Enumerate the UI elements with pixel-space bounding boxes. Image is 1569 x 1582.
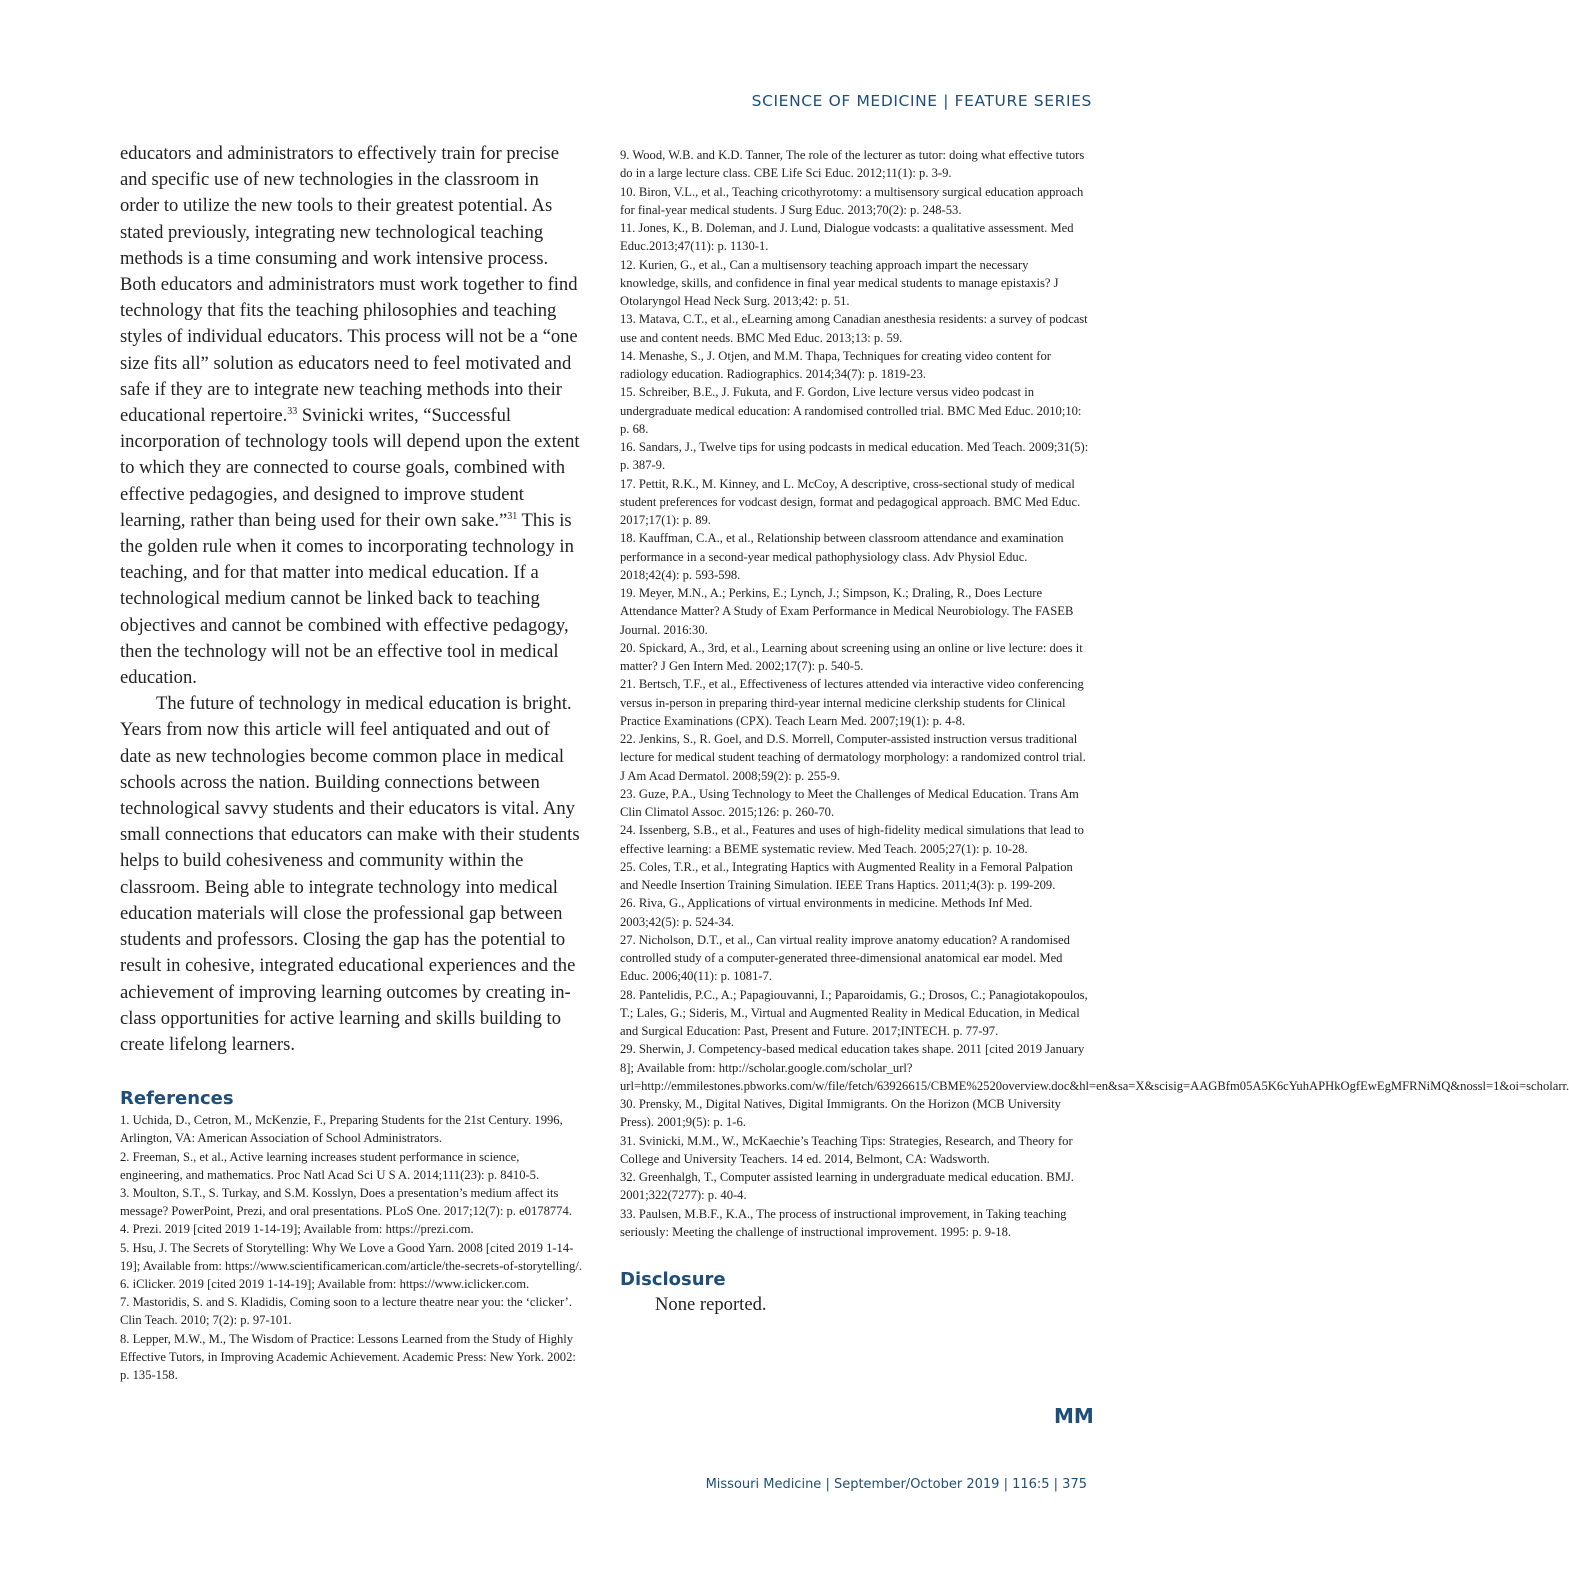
reference-item: 15. Schreiber, B.E., J. Fukuta, and F. Gordon, Live lecture versus video podcast in undergraduate medical education: A randomised controlled trial. BMC Med Educ. 2010;10: p. 68. [620,385,1082,436]
reference-item: 30. Prensky, M., Digital Natives, Digital Immigrants. On the Horizon (MCB University Press). 2001;9(5): p. 1-6. [620,1097,1061,1130]
reference-item: 6. iClicker. 2019 [cited 2019 1-14-19]; Available from: https://www.iclicker.com. [120,1276,530,1291]
reference-item: 17. Pettit, R.K., M. Kinney, and L. McCoy, A descriptive, cross-sectional study of medical student preferences for vodcast design, format and pedagogical approach. BMC Med Educ. 2017;17(1): p. 89. [620,476,1081,527]
disclosure-text: None reported. [655,1294,767,1315]
body-paragraph [120,141,582,691]
body-text: This is the golden rule when it comes to incorporating technology in teaching, and for that matter into medical education. If a technological medium cannot be linked back to teaching objectives and cannot be combined with effective pedagogy, then the technology will not be an effective tool in medical education. [120,509,574,689]
reference-item: 19. Meyer, M.N., A.; Perkins, E.; Lynch, J.; Simpson, K.; Draling, R., Does Lecture Attendance Matter? A Study of Exam Performance in Medical Neurobiology. The FASEB Journal. 2016:30. [620,586,1074,637]
reference-item: 1. Uchida, D., Cetron, M., McKenzie, F., Preparing Students for the 21st Century. 1996, Arlington, VA: American Association of School Administrators. [120,1113,563,1146]
body-text: educators and administrators to effectively train for precise and specific use of new technologies in the classroom in order to utilize the new tools to their greatest potential. As stated previously, integrating new technological teaching methods is a time consuming and work intensive process. Both educators and administrators must work together to find technology that fits the teaching philosophies and teaching styles of individual educators. This process will not be a “one size fits all” solution as educators need to feel motivated and safe if they are to integrate new teaching methods into their educational repertoire. [120,143,578,427]
reference-item: 26. Riva, G., Applications of virtual environments in medicine. Methods Inf Med. 2003;42(5): p. 524-34. [620,896,1033,929]
reference-item: 20. Spickard, A., 3rd, et al., Learning about screening using an online or live lecture: does it matter? J Gen Intern Med. 2002;17(7): p. 540-5. [620,640,1083,673]
reference-item: 4. Prezi. 2019 [cited 2019 1-14-19]; Available from: https://prezi.com. [120,1222,474,1237]
reference-item: 7. Mastoridis, S. and S. Kladidis, Coming soon to a lecture theatre near you: the ‘clicker’. Clin Teach. 2010; 7(2): p. 97-101. [120,1295,572,1328]
section-header: SCIENCE OF MEDICINE | FEATURE SERIES [751,92,1092,110]
right-column [620,144,1569,1316]
citation-superscript: 31 [507,510,518,522]
reference-item: 3. Moulton, S.T., S. Turkay, and S.M. Kosslyn, Does a presentation’s medium affect its message? PowerPoint, Prezi, and oral presentations. PLoS One. 2017;12(7): p. e0178774. [120,1185,572,1219]
reference-item: 33. Paulsen, M.B.F., K.A., The process of instructional improvement, in Taking teaching seriously: Meeting the challenge of instructional improvement. 1995: p. 9-18. [620,1206,1067,1239]
references-list-left [120,1111,582,1384]
reference-item: 25. Coles, T.R., et al., Integrating Haptics with Augmented Reality in a Femoral Palpation and Needle Insertion Training Simulation. IEEE Trans Haptics. 2011;4(3): p. 199-209. [620,859,1073,892]
citation-superscript: 33 [287,406,298,418]
reference-item: 13. Matava, C.T., et al., eLearning among Canadian anesthesia residents: a survey of podcast use and content needs. BMC Med Educ. 2013;13: p. 59. [620,312,1088,345]
references-heading: References [120,1088,234,1110]
mm-logo: MM [1054,1404,1094,1428]
reference-item: 14. Menashe, S., J. Otjen, and M.M. Thapa, Techniques for creating video content for radiology education. Radiographics. 2014;34(7): p. 1819-23. [620,348,1051,381]
disclosure-heading: Disclosure [620,1269,726,1290]
reference-item: 18. Kauffman, C.A., et al., Relationship between classroom attendance and examination performance in a second-year medical pathophysiology class. Adv Physiol Educ. 2018;42(4): p. 593-598. [620,531,1064,582]
reference-item: 21. Bertsch, T.F., et al., Effectiveness of lectures attended via interactive video conferencing versus in-person in preparing third-year internal medicine clerkship students for Clinical Practice Examinations (CPX). Teach Learn Med. 2007;19(1): p. 4-8. [620,677,1084,728]
reference-item: 29. Sherwin, J. Competency-based medical education takes shape. 2011 [cited 2019 January 8]; Available from: http://scholar.google.com/scholar_url?url=http://emmilestones.pbworks.com/w/file/fetch/63926615/CBME%2520overview.doc&hl=en&sa=X&scisig=AAGBfm05A5K6cYuhAPHkOgfEwEgMFRNiMQ&nossl=1&oi=scholarr. [620,1042,1569,1093]
references-list-right [620,146,1569,1241]
reference-item: 31. Svinicki, M.M., W., McKaechie’s Teaching Tips: Strategies, Research, and Theory for College and University Teachers. 14 ed. 2014, Belmont, CA: Wadsworth. [620,1133,1073,1166]
page-footer: Missouri Medicine | September/October 2019 | 116:5 | 375 [705,1477,1087,1492]
reference-item: 23. Guze, P.A., Using Technology to Meet the Challenges of Medical Education. Trans Am Clin Climatol Assoc. 2015;126: p. 260-70. [620,786,1079,819]
reference-item: 11. Jones, K., B. Doleman, and J. Lund, Dialogue vodcasts: a qualitative assessment. Med Educ.2013;47(11): p. 1130-1. [620,221,1074,254]
reference-item: 10. Biron, V.L., et al., Teaching cricothyrotomy: a multisensory surgical education approach for final-year medical students. J Surg Educ. 2013;70(2): p. 248-53. [620,184,1084,217]
body-paragraph: The future of technology in medical education is bright. Years from now this article will feel antiquated and out of date as new technologies become common place in medical schools across the nation. Building connections between technological savvy students and their educators is vital. Any small connections that educators can make with their students helps to build cohesiveness and community within the classroom. Being able to integrate technology into medical education materials will close the professional gap between students and professors. Closing the gap has the potential to result in cohesive, integrated educational experiences and the achievement of improving learning outcomes by creating in-class opportunities for active learning and skills building to create lifelong learners. [120,693,580,1055]
reference-item: 8. Lepper, M.W., M., The Wisdom of Practice: Lessons Learned from the Study of Highly Effective Tutors, in Improving Academic Achievement. Academic Press: New York. 2002: p. 135-158. [120,1331,576,1382]
body-text: Svinicki writes, “Successful incorporation of technology tools will depend upon the extent to which they are connected to course goals, combined with effective pedagogies, and designed to improve student learning, rather than being used for their own sake.” [120,405,580,531]
reference-item: 24. Issenberg, S.B., et al., Features and uses of high-fidelity medical simulations that lead to effective learning: a BEME systematic review. Med Teach. 2005;27(1): p. 10-28. [620,823,1084,856]
reference-item: 32. Greenhalgh, T., Computer assisted learning in undergraduate medical education. BMJ. 2001;322(7277): p. 40-4. [620,1170,1074,1203]
reference-item: 22. Jenkins, S., R. Goel, and D.S. Morrell, Computer-assisted instruction versus traditional lecture for medical student teaching of dermatology morphology: a randomized control trial. J Am Acad Dermatol. 2008;59(2): p. 255-9. [620,732,1086,783]
reference-item: 16. Sandars, J., Twelve tips for using podcasts in medical education. Med Teach. 2009;31(5): p. 387-9. [620,440,1089,473]
reference-item: 27. Nicholson, D.T., et al., Can virtual reality improve anatomy education? A randomised controlled study of a computer-generated three-dimensional anatomical ear model. Med Educ. 2006;40(11): p. 1081-7. [620,932,1070,984]
left-column [120,141,582,1384]
reference-item: 28. Pantelidis, P.C., A.; Papagiouvanni, I.; Paparoidamis, G.; Drosos, C.; Panagiotakopoulos, T.; Lales, G.; Sideris, M., Virtual and Augmented Reality in Medical Education, in Medical and Surgical Education: Past, Present and Future. 2017;INTECH. p. 77-97. [620,987,1088,1038]
reference-item: 12. Kurien, G., et al., Can a multisensory teaching approach impart the necessary knowledge, skills, and confidence in final year medical students to manage epistaxis? J Otolaryngol Head Neck Surg. 2013;42: p. 51. [620,257,1059,308]
reference-item: 2. Freeman, S., et al., Active learning increases student performance in science, engineering, and mathematics. Proc Natl Acad Sci U S A. 2014;111(23): p. 8410-5. [120,1149,540,1182]
reference-item: 9. Wood, W.B. and K.D. Tanner, The role of the lecturer as tutor: doing what effective tutors do in a large lecture class. CBE Life Sci Educ. 2012;11(1): p. 3-9. [620,148,1085,181]
reference-item: 5. Hsu, J. The Secrets of Storytelling: Why We Love a Good Yarn. 2008 [cited 2019 1-14-19]; Available from: https://www.scientificamerican.com/article/the-secrets-of-storytelling/. [120,1240,582,1273]
